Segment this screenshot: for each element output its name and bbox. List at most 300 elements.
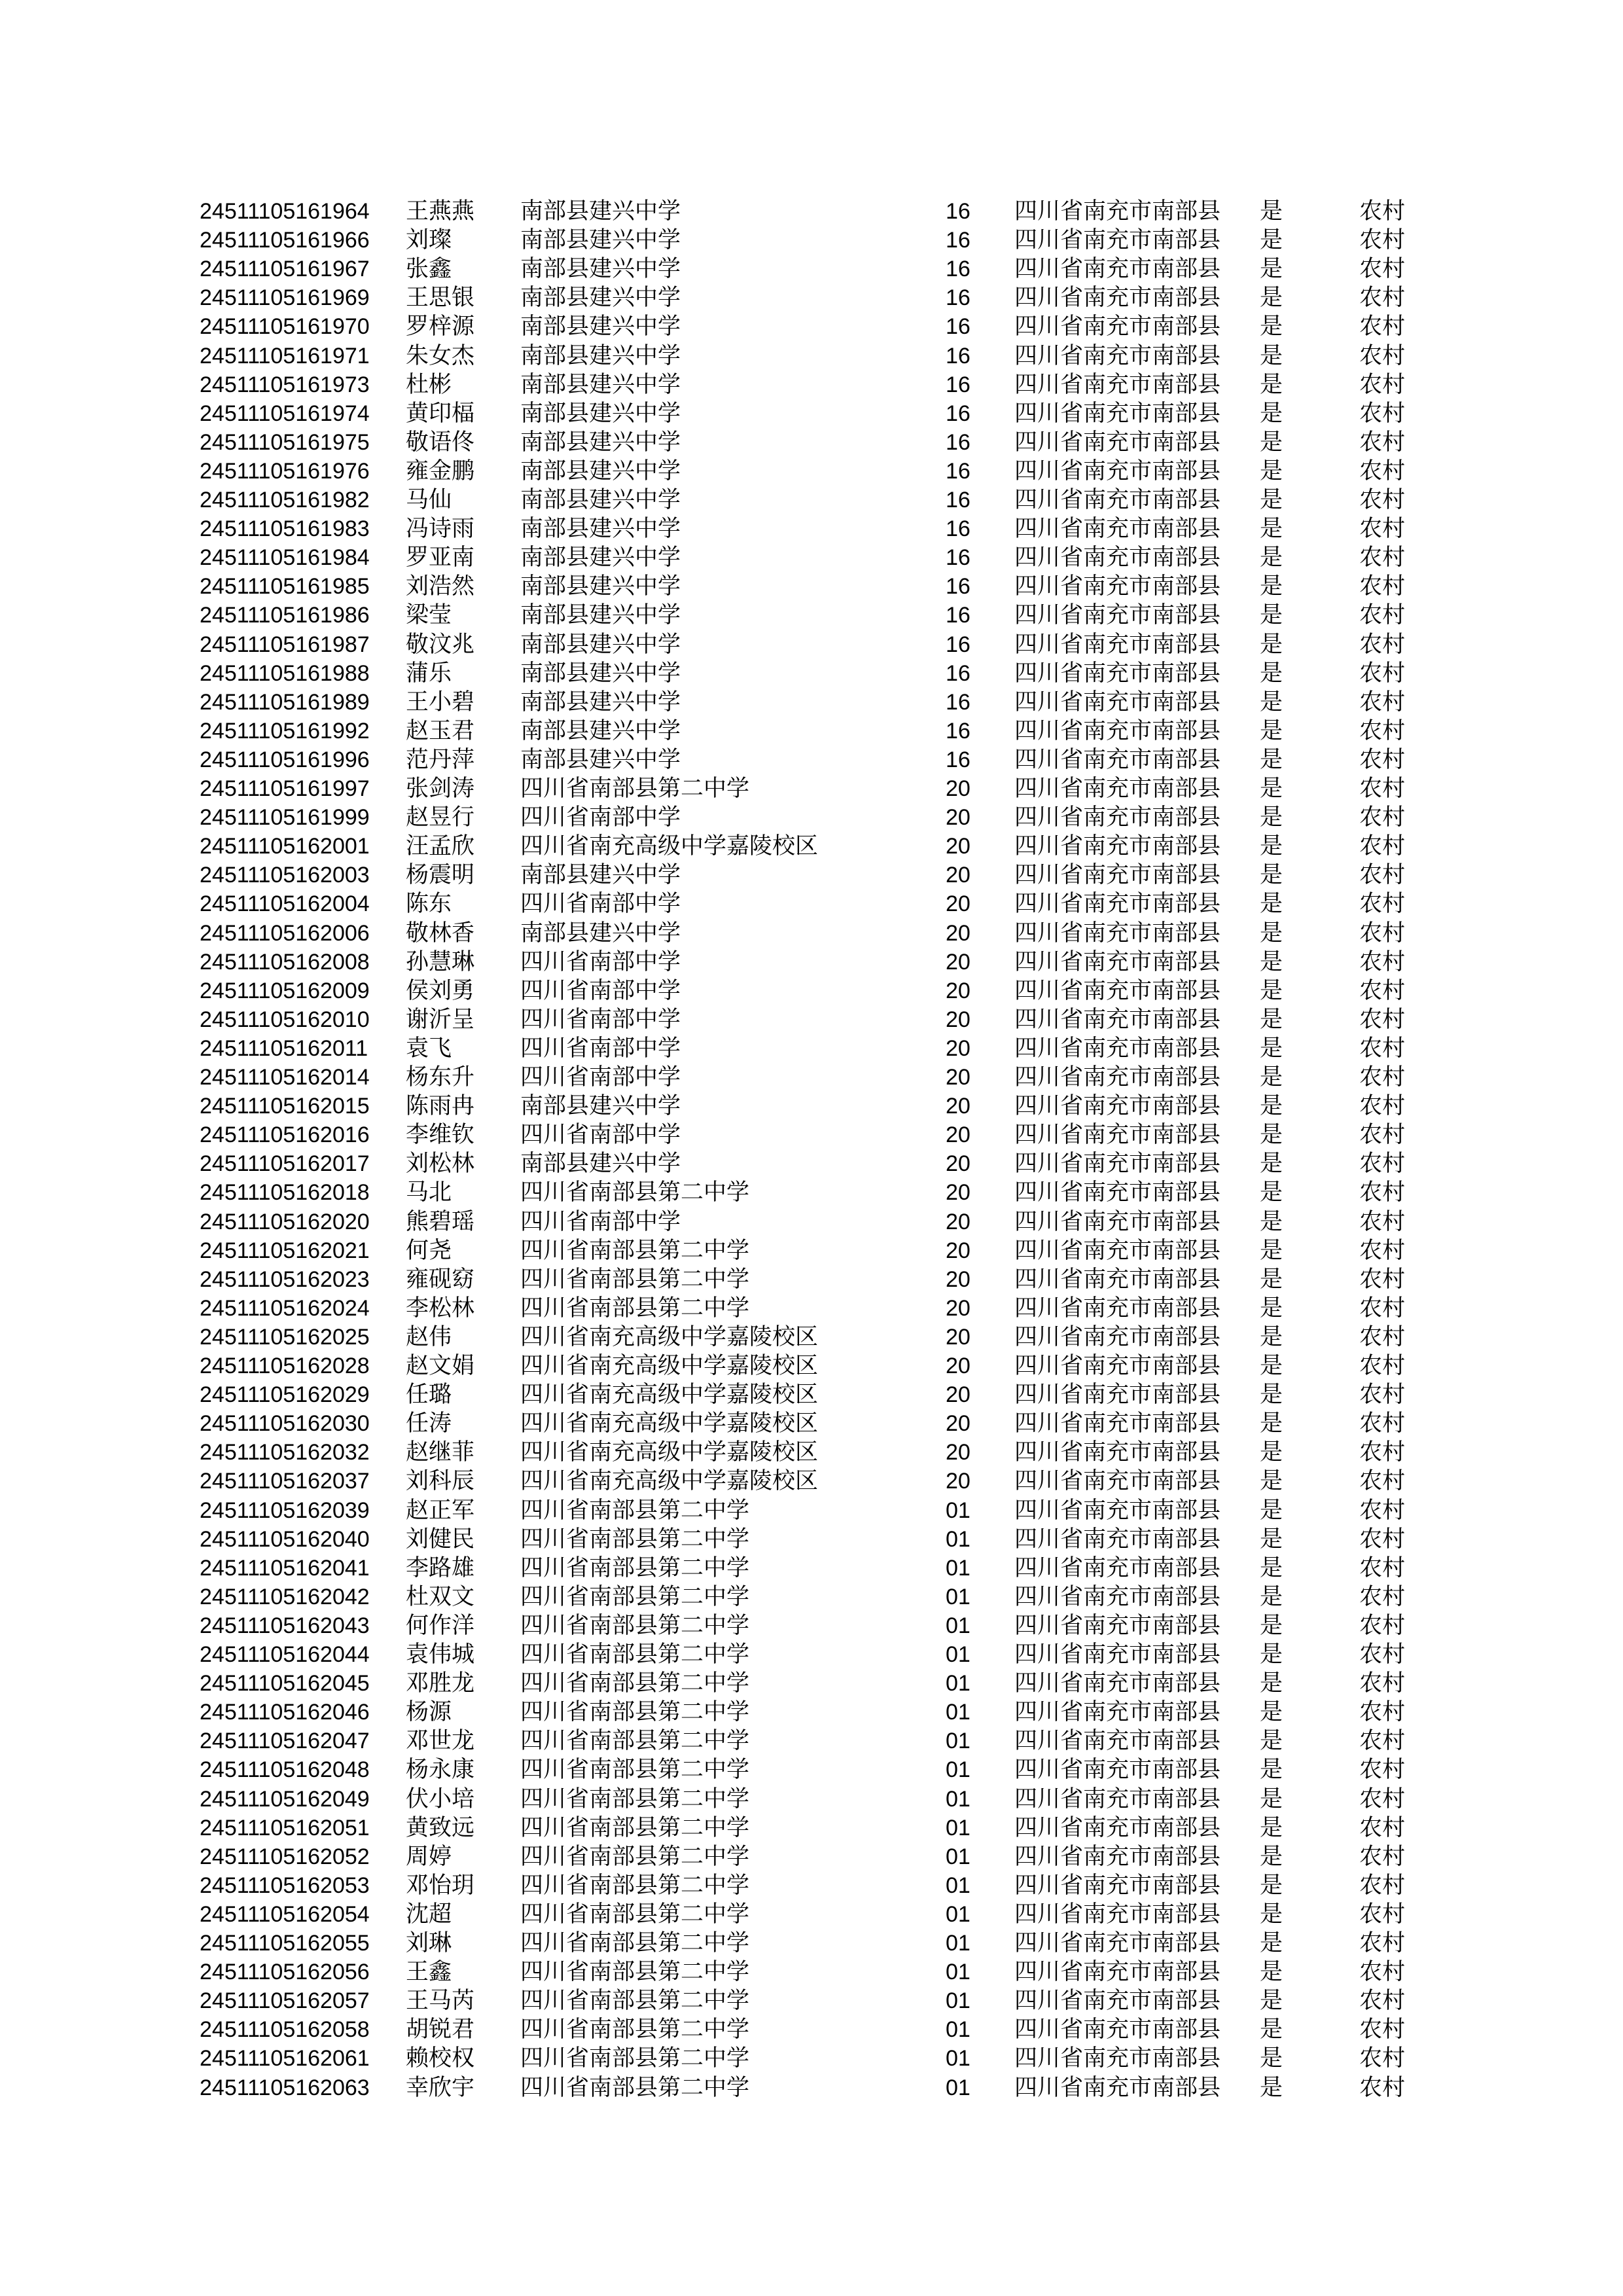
school-name: 四川省南部县第二中学 — [520, 1612, 750, 1638]
table-row — [0, 1034, 1623, 1063]
region: 四川省南充市南部县 — [1014, 1382, 1221, 1408]
table-row — [0, 1669, 1623, 1698]
residence-type: 农村 — [1359, 631, 1406, 657]
confirm-flag: 是 — [1260, 1554, 1283, 1581]
candidate-id: 24511105162018 — [200, 1180, 370, 1206]
region: 四川省南充市南部县 — [1014, 1988, 1221, 2014]
residence-type: 农村 — [1359, 1468, 1406, 1494]
region: 四川省南充市南部县 — [1014, 717, 1221, 744]
region: 四川省南充市南部县 — [1014, 1728, 1221, 1754]
candidate-id: 24511105162010 — [200, 1007, 370, 1032]
confirm-flag: 是 — [1260, 1439, 1283, 1465]
table-row — [0, 1525, 1623, 1554]
residence-type: 农村 — [1359, 1612, 1406, 1638]
code: 01 — [946, 1584, 971, 1609]
candidate-id: 24511105161982 — [200, 488, 370, 512]
region: 四川省南充市南部县 — [1014, 1699, 1221, 1725]
candidate-id: 24511105162053 — [200, 1873, 370, 1898]
region: 四川省南充市南部县 — [1014, 429, 1221, 455]
student-name: 杨源 — [406, 1699, 452, 1725]
code: 16 — [946, 603, 971, 628]
student-name: 黄致远 — [406, 1814, 475, 1840]
school-name: 四川省南部县第二中学 — [520, 1497, 750, 1523]
region: 四川省南充市南部县 — [1014, 256, 1221, 282]
student-name: 赵玉君 — [406, 717, 475, 744]
school-name: 四川省南部县第二中学 — [520, 1843, 750, 1869]
code: 01 — [946, 1901, 971, 1927]
candidate-id: 24511105162061 — [200, 2046, 370, 2072]
confirm-flag: 是 — [1260, 1237, 1283, 1263]
residence-type: 农村 — [1359, 256, 1406, 282]
school-name: 四川省南充高级中学嘉陵校区 — [520, 1410, 819, 1437]
student-name: 王燕燕 — [406, 198, 475, 224]
candidate-id: 24511105162016 — [200, 1122, 370, 1148]
residence-type: 农村 — [1359, 746, 1406, 772]
student-name: 赵昱行 — [406, 804, 475, 831]
table-row — [0, 1265, 1623, 1294]
code: 20 — [946, 1266, 971, 1292]
student-name: 任璐 — [406, 1382, 452, 1408]
table-row — [0, 1785, 1623, 1814]
region: 四川省南充市南部县 — [1014, 487, 1221, 512]
table-row — [0, 1554, 1623, 1583]
student-name: 袁飞 — [406, 1035, 452, 1061]
confirm-flag: 是 — [1260, 717, 1283, 744]
candidate-id: 24511105162032 — [200, 1440, 370, 1465]
school-name: 南部县建兴中学 — [520, 487, 681, 512]
code: 01 — [946, 1526, 971, 1552]
school-name: 四川省南部县第二中学 — [520, 776, 750, 801]
code: 20 — [946, 1065, 971, 1090]
region: 四川省南充市南部县 — [1014, 314, 1221, 340]
school-name: 四川省南部县第二中学 — [520, 1872, 750, 1898]
table-row — [0, 659, 1623, 688]
region: 四川省南充市南部县 — [1014, 400, 1221, 426]
candidate-id: 24511105162057 — [200, 1988, 370, 2014]
candidate-id: 24511105161999 — [200, 805, 370, 831]
confirm-flag: 是 — [1260, 2045, 1283, 2072]
student-name: 雍金鹏 — [406, 457, 475, 484]
confirm-flag: 是 — [1260, 746, 1283, 772]
residence-type: 农村 — [1359, 400, 1406, 426]
candidate-id: 24511105161983 — [200, 516, 370, 542]
student-name: 邓胜龙 — [406, 1670, 475, 1696]
confirm-flag: 是 — [1260, 833, 1283, 859]
confirm-flag: 是 — [1260, 1612, 1283, 1638]
code: 16 — [946, 257, 971, 282]
confirm-flag: 是 — [1260, 1699, 1283, 1725]
school-name: 四川省南充高级中学嘉陵校区 — [520, 1439, 819, 1465]
table-row — [0, 486, 1623, 514]
residence-type: 农村 — [1359, 602, 1406, 628]
region: 四川省南充市南部县 — [1014, 1872, 1221, 1898]
table-row — [0, 1409, 1623, 1438]
residence-type: 农村 — [1359, 1266, 1406, 1292]
residence-type: 农村 — [1359, 1295, 1406, 1321]
student-name: 李维钦 — [406, 1122, 475, 1148]
confirm-flag: 是 — [1260, 545, 1283, 571]
region: 四川省南充市南部县 — [1014, 1670, 1221, 1696]
residence-type: 农村 — [1359, 948, 1406, 975]
confirm-flag: 是 — [1260, 487, 1283, 512]
school-name: 四川省南部县第二中学 — [520, 1699, 750, 1725]
student-name: 朱女杰 — [406, 342, 475, 368]
residence-type: 农村 — [1359, 1583, 1406, 1609]
candidate-id: 24511105161966 — [200, 228, 370, 253]
candidate-id: 24511105162014 — [200, 1065, 370, 1090]
confirm-flag: 是 — [1260, 1208, 1283, 1234]
region: 四川省南充市南部县 — [1014, 1901, 1221, 1927]
school-name: 四川省南部中学 — [520, 948, 681, 975]
table-row — [0, 255, 1623, 283]
table-row — [0, 1496, 1623, 1525]
school-name: 四川省南部中学 — [520, 977, 681, 1003]
residence-type: 农村 — [1359, 1785, 1406, 1812]
residence-type: 农村 — [1359, 314, 1406, 340]
residence-type: 农村 — [1359, 1151, 1406, 1177]
residence-type: 农村 — [1359, 1497, 1406, 1523]
student-name: 王鑫 — [406, 1959, 452, 1985]
candidate-id: 24511105162015 — [200, 1094, 370, 1119]
table-row — [0, 1005, 1623, 1034]
region: 四川省南充市南部县 — [1014, 342, 1221, 368]
code: 16 — [946, 228, 971, 253]
table-row — [0, 1842, 1623, 1871]
table-row — [0, 977, 1623, 1005]
residence-type: 农村 — [1359, 1526, 1406, 1552]
residence-type: 农村 — [1359, 1872, 1406, 1898]
code: 20 — [946, 1151, 971, 1177]
code: 20 — [946, 1440, 971, 1465]
candidate-id: 24511105162030 — [200, 1411, 370, 1437]
confirm-flag: 是 — [1260, 948, 1283, 975]
residence-type: 农村 — [1359, 1757, 1406, 1783]
confirm-flag: 是 — [1260, 1843, 1283, 1869]
school-name: 南部县建兴中学 — [520, 602, 681, 628]
student-name: 罗亚南 — [406, 545, 475, 571]
table-row — [0, 1236, 1623, 1265]
code: 01 — [946, 2046, 971, 2072]
school-name: 四川省南部县第二中学 — [520, 1554, 750, 1581]
student-name: 何作洋 — [406, 1612, 475, 1638]
confirm-flag: 是 — [1260, 1728, 1283, 1754]
residence-type: 农村 — [1359, 1843, 1406, 1869]
confirm-flag: 是 — [1260, 1266, 1283, 1292]
school-name: 南部县建兴中学 — [520, 660, 681, 686]
confirm-flag: 是 — [1260, 1093, 1283, 1119]
code: 01 — [946, 1729, 971, 1754]
school-name: 四川省南部县第二中学 — [520, 1785, 750, 1812]
school-name: 四川省南部县第二中学 — [520, 1959, 750, 1985]
table-row — [0, 948, 1623, 977]
student-name: 李松林 — [406, 1295, 475, 1321]
table-row — [0, 1583, 1623, 1611]
region: 四川省南充市南部县 — [1014, 1035, 1221, 1061]
candidate-id: 24511105162045 — [200, 1671, 370, 1696]
code: 20 — [946, 1354, 971, 1378]
residence-type: 农村 — [1359, 1439, 1406, 1465]
confirm-flag: 是 — [1260, 1468, 1283, 1494]
region: 四川省南充市南部县 — [1014, 227, 1221, 253]
confirm-flag: 是 — [1260, 1959, 1283, 1985]
table-row — [0, 919, 1623, 948]
candidate-id: 24511105162044 — [200, 1642, 370, 1667]
candidate-id: 24511105162025 — [200, 1324, 370, 1350]
candidate-id: 24511105162021 — [200, 1238, 370, 1263]
region: 四川省南充市南部县 — [1014, 602, 1221, 628]
school-name: 四川省南充高级中学嘉陵校区 — [520, 833, 819, 859]
region: 四川省南充市南部县 — [1014, 833, 1221, 859]
school-name: 四川省南部县第二中学 — [520, 1988, 750, 2014]
candidate-id: 24511105162020 — [200, 1209, 370, 1234]
table-row — [0, 370, 1623, 399]
code: 01 — [946, 1960, 971, 1985]
residence-type: 农村 — [1359, 573, 1406, 600]
student-name: 杨永康 — [406, 1757, 475, 1783]
residence-type: 农村 — [1359, 1382, 1406, 1408]
code: 20 — [946, 1411, 971, 1437]
residence-type: 农村 — [1359, 285, 1406, 311]
residence-type: 农村 — [1359, 776, 1406, 801]
school-name: 南部县建兴中学 — [520, 920, 681, 946]
school-name: 四川省南部县第二中学 — [520, 1526, 750, 1552]
code: 16 — [946, 488, 971, 512]
table-row — [0, 342, 1623, 370]
table-row — [0, 1814, 1623, 1842]
school-name: 四川省南充高级中学嘉陵校区 — [520, 1468, 819, 1494]
confirm-flag: 是 — [1260, 631, 1283, 657]
code: 20 — [946, 863, 971, 888]
student-name: 刘璨 — [406, 227, 452, 253]
code: 20 — [946, 920, 971, 946]
region: 四川省南充市南部县 — [1014, 1843, 1221, 1869]
table-row — [0, 428, 1623, 457]
confirm-flag: 是 — [1260, 1035, 1283, 1061]
table-row — [0, 197, 1623, 226]
code: 01 — [946, 1555, 971, 1581]
school-name: 四川省南充高级中学嘉陵校区 — [520, 1353, 819, 1378]
school-name: 四川省南部县第二中学 — [520, 2074, 750, 2100]
code: 01 — [946, 1757, 971, 1783]
region: 四川省南充市南部县 — [1014, 457, 1221, 484]
confirm-flag: 是 — [1260, 1382, 1283, 1408]
code: 01 — [946, 1844, 971, 1869]
table-row — [0, 1294, 1623, 1323]
code: 01 — [946, 1700, 971, 1725]
code: 16 — [946, 747, 971, 772]
region: 四川省南充市南部县 — [1014, 1497, 1221, 1523]
table-row — [0, 889, 1623, 918]
code: 01 — [946, 1642, 971, 1667]
code: 20 — [946, 1469, 971, 1494]
table-row — [0, 1149, 1623, 1178]
confirm-flag: 是 — [1260, 1988, 1283, 2014]
confirm-flag: 是 — [1260, 1064, 1283, 1090]
region: 四川省南充市南部县 — [1014, 573, 1221, 600]
candidate-id: 24511105162049 — [200, 1786, 370, 1812]
school-name: 四川省南充高级中学嘉陵校区 — [520, 1382, 819, 1408]
candidate-id: 24511105161967 — [200, 257, 370, 282]
table-row — [0, 1063, 1623, 1092]
table-row — [0, 1611, 1623, 1640]
candidate-id: 24511105162004 — [200, 891, 370, 917]
confirm-flag: 是 — [1260, 457, 1283, 484]
confirm-flag: 是 — [1260, 256, 1283, 282]
student-name: 赵伟 — [406, 1323, 452, 1350]
confirm-flag: 是 — [1260, 977, 1283, 1003]
residence-type: 农村 — [1359, 1670, 1406, 1696]
school-name: 四川省南部县第二中学 — [520, 1179, 750, 1206]
residence-type: 农村 — [1359, 1554, 1406, 1581]
confirm-flag: 是 — [1260, 689, 1283, 715]
school-name: 南部县建兴中学 — [520, 256, 681, 282]
confirm-flag: 是 — [1260, 1901, 1283, 1927]
school-name: 四川省南充高级中学嘉陵校区 — [520, 1323, 819, 1350]
residence-type: 农村 — [1359, 1122, 1406, 1148]
code: 16 — [946, 718, 971, 744]
code: 20 — [946, 1180, 971, 1206]
region: 四川省南充市南部县 — [1014, 1410, 1221, 1437]
candidate-id: 24511105162003 — [200, 863, 370, 888]
confirm-flag: 是 — [1260, 227, 1283, 253]
confirm-flag: 是 — [1260, 342, 1283, 368]
code: 01 — [946, 2017, 971, 2043]
confirm-flag: 是 — [1260, 371, 1283, 397]
region: 四川省南充市南部县 — [1014, 371, 1221, 397]
region: 四川省南充市南部县 — [1014, 1064, 1221, 1090]
code: 16 — [946, 516, 971, 542]
table-row — [0, 601, 1623, 630]
student-name: 李路雄 — [406, 1554, 475, 1581]
region: 四川省南充市南部县 — [1014, 920, 1221, 946]
candidate-id: 24511105162024 — [200, 1295, 370, 1321]
code: 20 — [946, 1122, 971, 1148]
candidate-id: 24511105162056 — [200, 1960, 370, 1985]
table-row — [0, 630, 1623, 659]
candidate-id: 24511105161984 — [200, 545, 370, 571]
candidate-id: 24511105162039 — [200, 1498, 370, 1523]
school-name: 四川省南部县第二中学 — [520, 1728, 750, 1754]
region: 四川省南充市南部县 — [1014, 1814, 1221, 1840]
region: 四川省南充市南部县 — [1014, 1930, 1221, 1956]
region: 四川省南充市南部县 — [1014, 891, 1221, 917]
residence-type: 农村 — [1359, 977, 1406, 1003]
candidate-id: 24511105162023 — [200, 1266, 370, 1292]
table-row — [0, 1958, 1623, 1986]
student-name: 敬林香 — [406, 920, 475, 946]
region: 四川省南充市南部县 — [1014, 1151, 1221, 1177]
student-name: 周婷 — [406, 1843, 452, 1869]
code: 16 — [946, 574, 971, 600]
student-name: 张鑫 — [406, 256, 452, 282]
candidate-id: 24511105162063 — [200, 2075, 370, 2100]
candidate-id: 24511105161985 — [200, 574, 370, 600]
residence-type: 农村 — [1359, 920, 1406, 946]
student-name: 陈雨冉 — [406, 1093, 475, 1119]
confirm-flag: 是 — [1260, 1526, 1283, 1552]
region: 四川省南充市南部县 — [1014, 1468, 1221, 1494]
code: 20 — [946, 1324, 971, 1350]
student-name: 赵继菲 — [406, 1439, 475, 1465]
candidate-id: 24511105162043 — [200, 1613, 370, 1638]
residence-type: 农村 — [1359, 1208, 1406, 1234]
region: 四川省南充市南部县 — [1014, 2074, 1221, 2100]
confirm-flag: 是 — [1260, 198, 1283, 224]
region: 四川省南充市南部县 — [1014, 948, 1221, 975]
school-name: 南部县建兴中学 — [520, 457, 681, 484]
table-row — [0, 1467, 1623, 1496]
student-name: 杨震明 — [406, 862, 475, 888]
residence-type: 农村 — [1359, 1699, 1406, 1725]
code: 20 — [946, 776, 971, 801]
confirm-flag: 是 — [1260, 1497, 1283, 1523]
candidate-id: 24511105162041 — [200, 1555, 370, 1581]
residence-type: 农村 — [1359, 689, 1406, 715]
school-name: 南部县建兴中学 — [520, 429, 681, 455]
code: 01 — [946, 1498, 971, 1523]
table-row — [0, 514, 1623, 543]
table-row — [0, 226, 1623, 255]
student-name: 杜双文 — [406, 1583, 475, 1609]
confirm-flag: 是 — [1260, 1872, 1283, 1898]
confirm-flag: 是 — [1260, 1006, 1283, 1032]
region: 四川省南充市南部县 — [1014, 1959, 1221, 1985]
school-name: 四川省南部县第二中学 — [520, 1930, 750, 1956]
candidate-id: 24511105162006 — [200, 920, 370, 946]
region: 四川省南充市南部县 — [1014, 862, 1221, 888]
school-name: 四川省南部县第二中学 — [520, 2017, 750, 2043]
code: 01 — [946, 1786, 971, 1812]
student-name: 梁莹 — [406, 602, 452, 628]
code: 01 — [946, 1671, 971, 1696]
code: 16 — [946, 429, 971, 455]
candidate-id: 24511105161976 — [200, 458, 370, 484]
student-name: 刘浩然 — [406, 573, 475, 600]
school-name: 南部县建兴中学 — [520, 227, 681, 253]
student-name: 冯诗雨 — [406, 516, 475, 542]
candidate-id: 24511105161970 — [200, 314, 370, 340]
code: 20 — [946, 1238, 971, 1263]
confirm-flag: 是 — [1260, 1641, 1283, 1667]
student-name: 伏小培 — [406, 1785, 475, 1812]
code: 16 — [946, 458, 971, 484]
confirm-flag: 是 — [1260, 400, 1283, 426]
student-name: 杨东升 — [406, 1064, 475, 1090]
code: 16 — [946, 632, 971, 657]
confirm-flag: 是 — [1260, 1785, 1283, 1812]
candidate-id: 24511105161971 — [200, 343, 370, 368]
code: 01 — [946, 1815, 971, 1840]
confirm-flag: 是 — [1260, 1179, 1283, 1206]
candidate-id: 24511105162055 — [200, 1931, 370, 1956]
school-name: 四川省南部中学 — [520, 1035, 681, 1061]
student-name: 谢沂呈 — [406, 1006, 475, 1032]
table-row — [0, 399, 1623, 428]
confirm-flag: 是 — [1260, 660, 1283, 686]
school-name: 四川省南部中学 — [520, 1006, 681, 1032]
student-name: 罗梓源 — [406, 314, 475, 340]
code: 16 — [946, 545, 971, 571]
region: 四川省南充市南部县 — [1014, 804, 1221, 831]
candidate-id: 24511105162054 — [200, 1901, 370, 1927]
school-name: 四川省南部县第二中学 — [520, 1757, 750, 1783]
candidate-id: 24511105162047 — [200, 1729, 370, 1754]
student-name: 范丹萍 — [406, 746, 475, 772]
candidate-id: 24511105161997 — [200, 776, 370, 801]
table-row — [0, 1871, 1623, 1900]
student-name: 雍砚窈 — [406, 1266, 475, 1292]
residence-type: 农村 — [1359, 487, 1406, 512]
